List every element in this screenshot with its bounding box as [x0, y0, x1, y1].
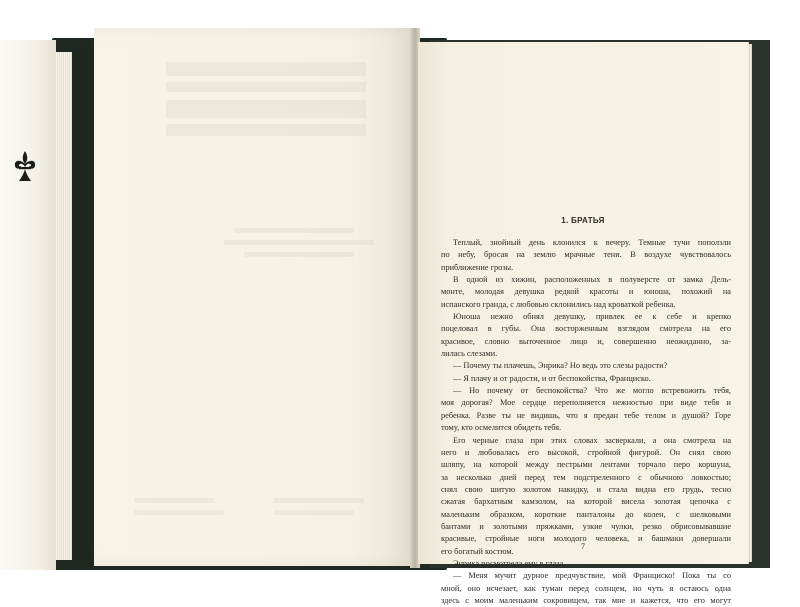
chapter-title: 1. БРАТЬЯ	[561, 216, 605, 225]
page-edges-left	[56, 52, 73, 560]
text-line: В одной из хижин, расположенных в полуверсте от замка Дель-	[453, 275, 731, 285]
text-line: шляпу, на которой между пестрыми лентами торчало перо коршуна,	[441, 460, 731, 470]
text-line: — Меня мучит дурное предчувствие, мой Франциско! Пока ты со	[453, 571, 731, 581]
fleur-de-lis-icon	[12, 150, 38, 182]
text-line: маленьким образком, короткие панталоны до колен, с шелковыми	[441, 509, 731, 519]
text-line: сжатая бархатным камзолом, на которой висела золотая цепочка с	[441, 497, 731, 507]
text-line: красивое, словно выточенное лицо и, совершенно неожиданно, за-	[441, 336, 731, 346]
text-line: — Я плачу и от радости, и от беспокойства, Франциско.	[453, 373, 651, 383]
text-line: тому, кто осмелится обидеть тебя.	[441, 423, 562, 433]
text-line: монте, молодая девушка редкой красоты и юноша, похожий на	[441, 287, 731, 297]
text-line: здесь с моим маленьким сокровищем, так мне и кажется, что его могут	[441, 595, 731, 605]
text-line: по небу, бросая на землю мрачные тени. В воздухе чувствовалось	[441, 250, 731, 260]
text-line: Теплый, знойный день клонился к вечеру. Темные тучи поползли	[453, 238, 731, 247]
text-line: — Но почему от беспокойства? Что же могло встревожить тебя,	[453, 386, 731, 396]
previous-pages-flap	[0, 40, 56, 570]
text-line: за несколько дней перед тем подстреленного с обычною ловкостью;	[441, 472, 731, 482]
page-number: 7	[581, 542, 585, 551]
text-line: приближение грозы.	[441, 262, 514, 272]
text-line: него и любовалась его высокой, стройной фигурой. Он снял свою	[441, 447, 731, 457]
text-line: поцеловал в губы. Она восторженным взглядом смотрела на его	[441, 324, 731, 334]
text-line: лилась слезами.	[441, 349, 498, 359]
text-line: мной, оно исчезает, как туман перед солнцем, но чуть я остаюсь одна	[441, 583, 731, 593]
text-line: — Почему ты плачешь, Энрика? Но ведь это слезы радости?	[453, 361, 668, 371]
text-line: моя дорогая? Мое сердце переполняется нежностью при виде тебя и	[441, 398, 731, 408]
text-line: Юноша нежно обнял девушку, привлек ее к себе и крепко	[453, 312, 731, 322]
left-page-blank	[94, 28, 412, 566]
text-line: испанского гранда, с любовью склонились над кроваткой ребенка.	[441, 299, 676, 309]
page-text-block	[441, 237, 731, 607]
text-line: ребенка. Разве ты не видишь, что я предан тебе телом и душой? Горе	[441, 410, 731, 420]
text-line: Его черные глаза при этих словах засверкали, а она смотрела на	[453, 435, 731, 445]
text-line: красивые, стройные ноги молодого человека, и башмаки довершали	[441, 534, 731, 544]
text-line: бантами и золотыми пряжками, узкие чулки, резко обрисовывавшие	[441, 521, 731, 531]
page-edges-right	[748, 44, 752, 562]
text-line: Энрика посмотрела ему в глаза.	[453, 558, 566, 568]
text-line: снял свою шитую золотом накидку, и стала видна его грудь, тесно	[441, 484, 731, 494]
cover-inner-edge	[72, 48, 94, 564]
text-line: его богатый костюм.	[441, 546, 514, 556]
